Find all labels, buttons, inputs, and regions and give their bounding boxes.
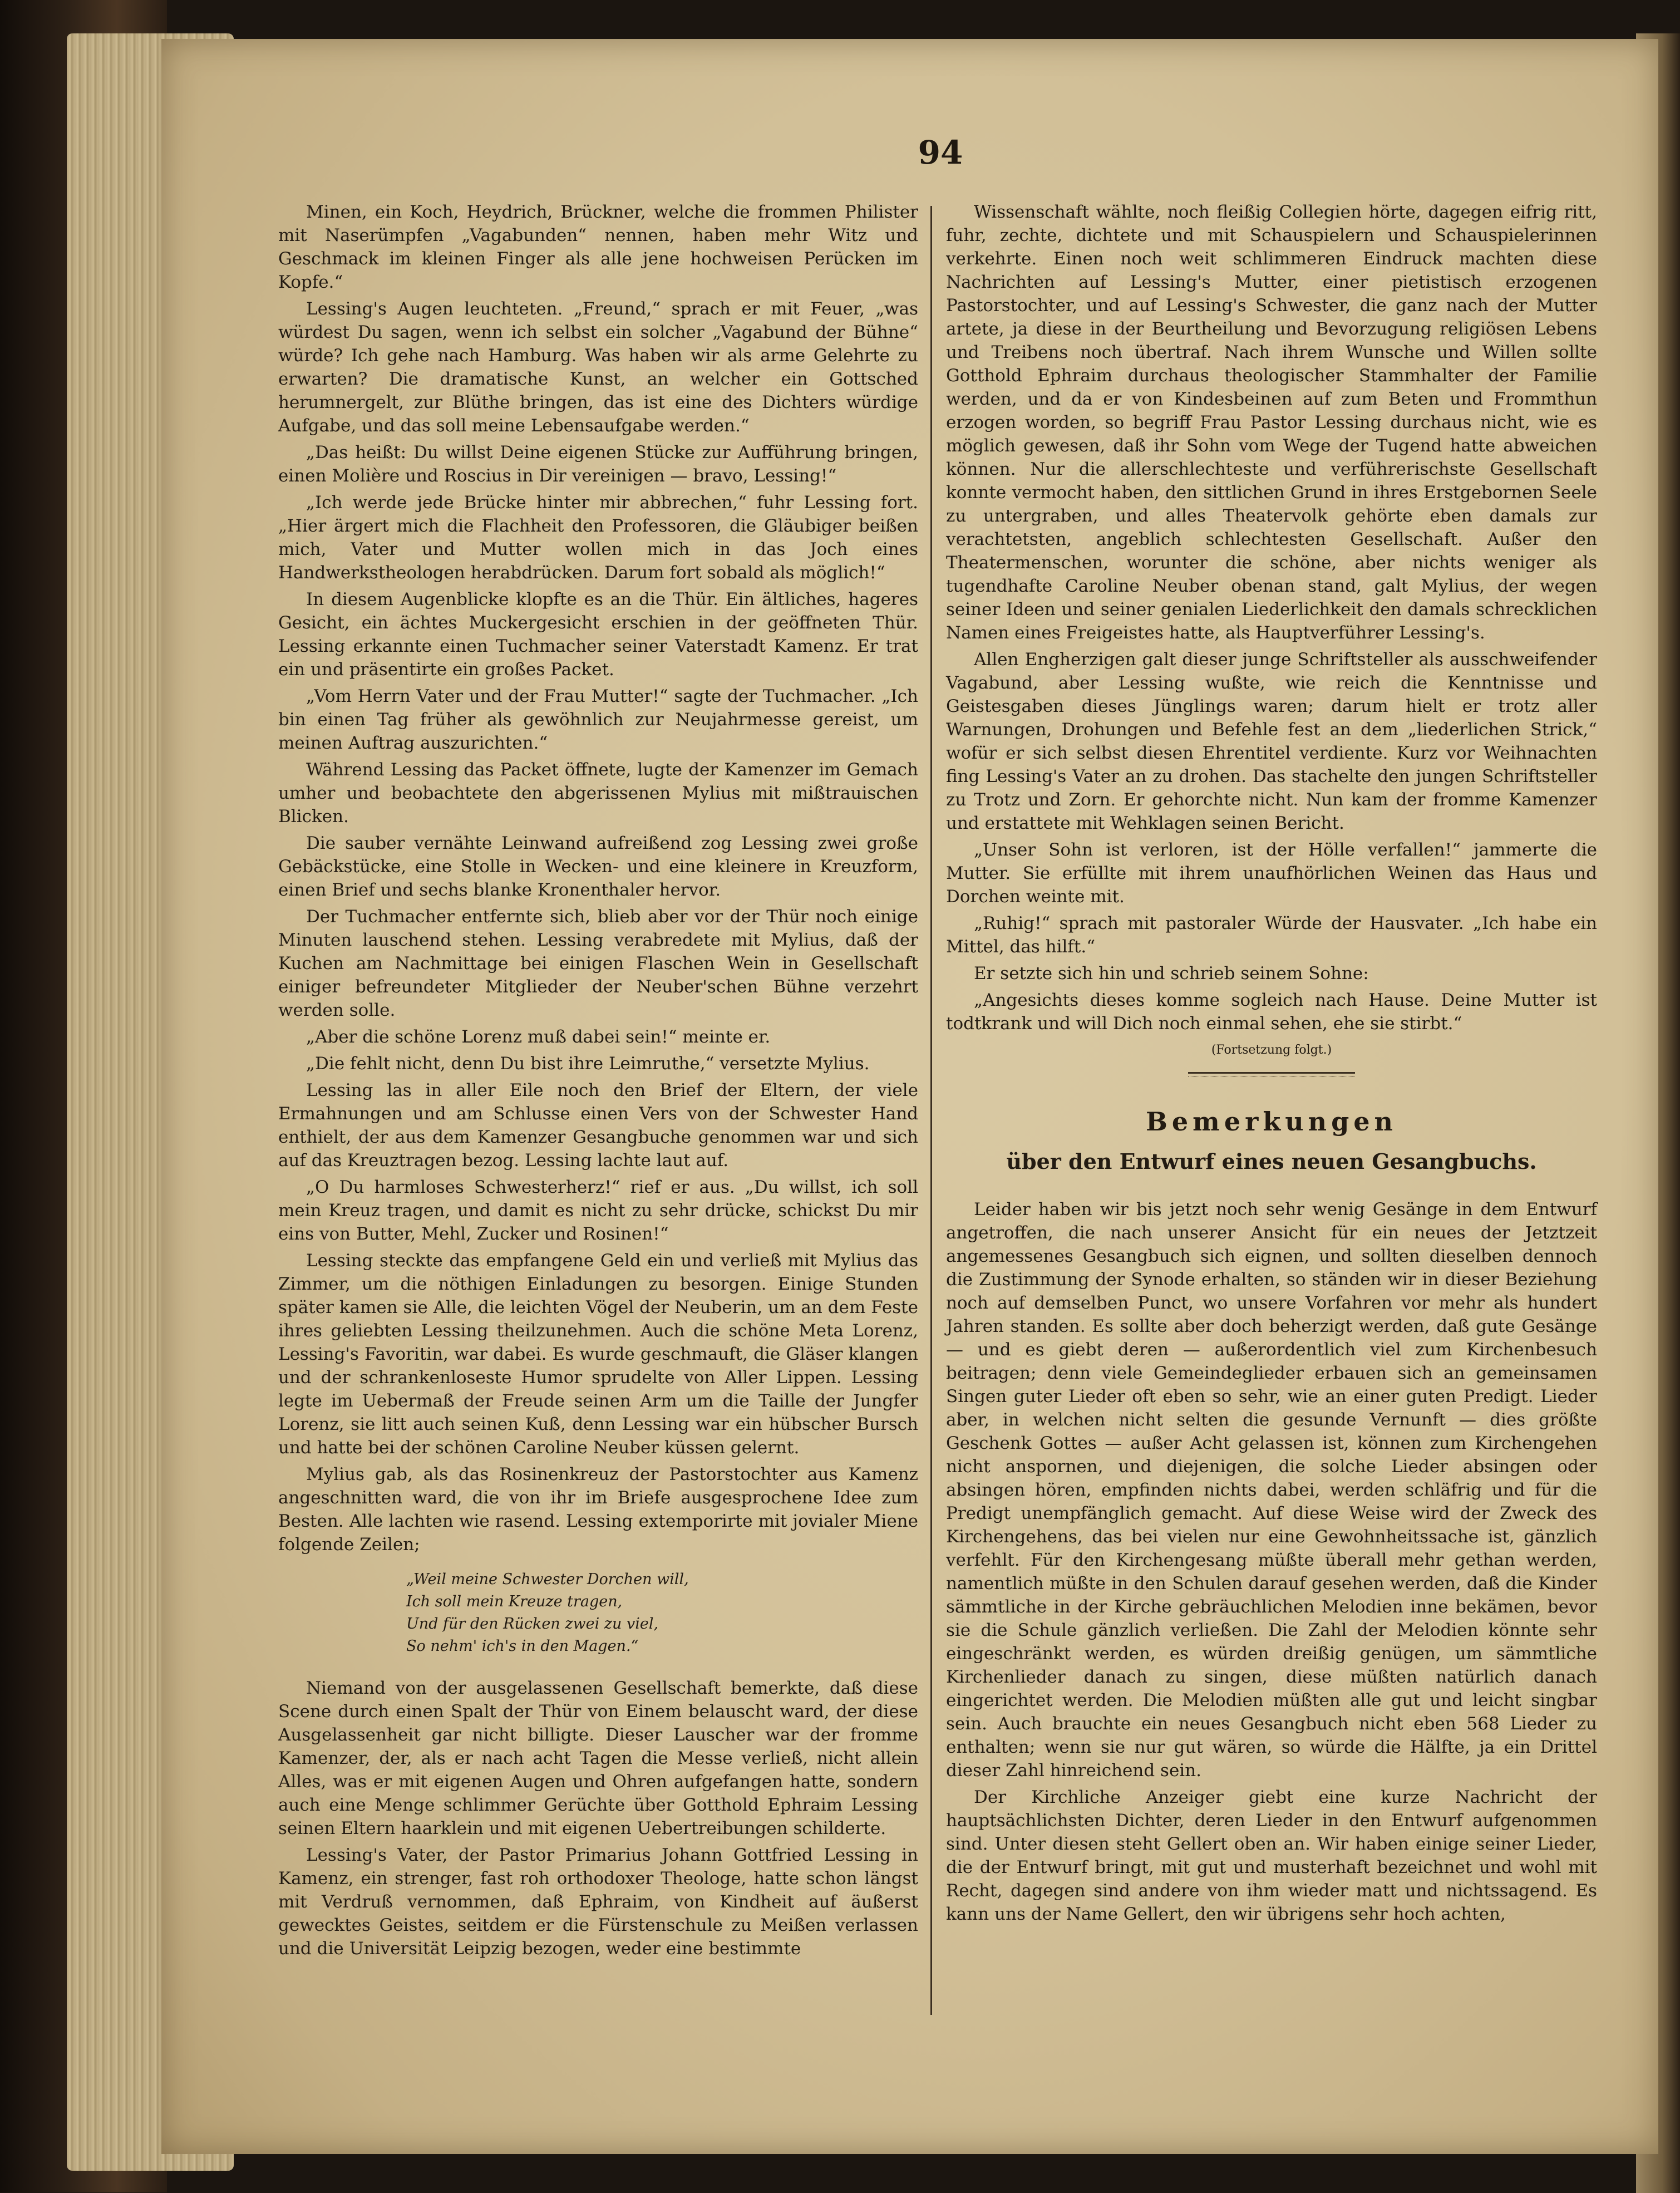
paragraph: „Vom Herrn Vater und der Frau Mutter!“ sagte der Tuchmacher. „Ich bin einen Tag früher als gewöhnlich zur Neujahrmesse gereist, um meinen Auftrag auszurichten.“ (278, 686, 918, 753)
section-title: Bemerkungen (1146, 1107, 1397, 1137)
paragraph: Minen, ein Koch, Heydrich, Brückner, welche die frommen Philister mit Naserümpfen „Vagabunden“ nennen, haben mehr Witz und Geschmack im kleinen Finger als alle jene hochweisen Perücken im Kopfe.“ (278, 202, 918, 292)
paragraph: Die sauber vernähte Leinwand aufreißend zog Lessing zwei große Gebäckstücke, eine Stolle in Wecken- und eine kleinere in Kreuzform, einen Brief und sechs blanke Kronenthaler hervor. (278, 833, 918, 900)
right-column (946, 200, 1597, 1929)
column-divider (930, 206, 932, 2015)
paragraph: „Die fehlt nicht, denn Du bist ihre Leimruthe,“ versetzte Mylius. (306, 1054, 870, 1074)
poem-line: So nehm' ich's in den Magen.“ (406, 1638, 639, 1655)
paragraph: „O Du harmloses Schwesterherz!“ rief er aus. „Du willst, ich soll mein Kreuz tragen, und damit es nicht zu sehr drücke, schickst Du mir eins von Butter, Mehl, Zucker und Rosinen!“ (278, 1177, 918, 1244)
paragraph: Mylius gab, als das Rosinenkreuz der Pastorstochter aus Kamenz angeschnitten ward, die von ihr im Briefe ausgesprochene Idee zum Besten. Alle lachten wie rasend. Lessing extemporirte mit jovialer Miene folgende Zeilen; (278, 1464, 918, 1555)
paragraph: Lessing's Vater, der Pastor Primarius Johann Gottfried Lessing in Kamenz, ein strenger, fast roh orthodoxer Theologe, hatte schon längst mit Verdruß vernommen, daß Ephraim, von Kindheit auf äußerst gewecktes Geistes, seitdem er die Fürstenschule zu Meißen verlassen und die Universität Leipzig bezogen, weder eine bestimmte (278, 1845, 918, 1959)
paragraph: „Unser Sohn ist verloren, ist der Hölle verfallen!“ jammerte die Mutter. Sie erfüllte mit ihrem unaufhörlichen Weinen das Haus und Dorchen weinte mit. (946, 840, 1597, 907)
paragraph: Er setzte sich hin und schrieb seinem Sohne: (974, 963, 1369, 984)
left-column (278, 200, 918, 1964)
paragraph: Der Tuchmacher entfernte sich, blieb aber vor der Thür noch einige Minuten lauschend stehen. Lessing verabredete mit Mylius, daß der Kuchen am Nachmittage bei einigen Flaschen Wein in Gesellschaft einiger befreundeter Mitglieder der Neuber'schen Bühne verzehrt werden solle. (278, 907, 918, 1020)
paragraph: Während Lessing das Packet öffnete, lugte der Kamenzer im Gemach umher und beobachtete den abgerissenen Mylius mit mißtrauischen Blicken. (278, 760, 918, 827)
page-number: 94 (918, 134, 963, 171)
poem (406, 1568, 918, 1658)
poem-line: Und für den Rücken zwei zu viel, (406, 1615, 659, 1633)
paragraph: Leider haben wir bis jetzt noch sehr wenig Gesänge in dem Entwurf angetroffen, die nach unserer Ansicht für ein neues der Jetztzeit angemessenes Gesangbuch sich eignen, und sollten dieselben dennoch die Zustimmung der Synode erhalten, so ständen wir in dieser Beziehung noch auf demselben Punct, wo unsere Vorfahren vor mehr als hundert Jahren standen. Es sollte aber doch beherzigt werden, daß gute Gesänge — und es giebt deren — außerordentlich viel zum Kirchenbesuch beitragen; denn viele Gemeindeglieder erbauen sich an gemeinsamen Singen guter Lieder oft eben so sehr, wie an einer guten Predigt. Lieder aber, in welchen nicht selten die gesunde Vernunft — dies größte Geschenk Gottes — außer Acht gelassen ist, können zum Kirchengehen nicht anspornen, und diejenigen, die solche Lieder absingen oder absingen hören, empfinden nichts dabei, werden schläfrig und für die Predigt unempfänglich gemacht. Auf diese Weise wird der Zweck des Kirchengehens, das bei vielen nur eine Gewohnheitssache ist, gänzlich verfehlt. Für den Kirchengesang müßte überall mehr gethan werden, namentlich müßte in den Schulen darauf gesehen werden, daß die Kinder sämmtliche in der Kirche gebräuchlichen Melodien inne bekämen, bevor sie die Schule gänzlich verließen. Die Zahl der Melodien könnte sehr eingeschränkt werden, es würden dreißig genügen, um sämmtliche Kirchenlieder danach zu singen, diese müßten natürlich danach eingerichtet werden. Die Melodien müßten alle gut und leicht singbar sein. Auch brauchte ein neues Gesangbuch nicht eben 568 Lieder zu enthalten; wenn sie nur gut wären, so würde die Hälfte, ja ein Drittel dieser Zahl hinreichend sein. (946, 1199, 1597, 1781)
paragraph: „Aber die schöne Lorenz muß dabei sein!“ meinte er. (306, 1027, 771, 1047)
poem-line: „Weil meine Schwester Dorchen will, (406, 1571, 689, 1588)
paragraph: Lessing las in aller Eile noch den Brief der Eltern, der viele Ermahnungen und am Schlusse einen Vers von der Schwester Hand enthielt, der aus dem Kamenzer Gesangbuche genommen war und sich auf das Kreuztragen bezog. Lessing lachte laut auf. (278, 1080, 918, 1171)
paragraph: Niemand von der ausgelassenen Gesellschaft bemerkte, daß diese Scene durch einen Spalt der Thür von Einem belauscht ward, der diese Ausgelassenheit gar nicht billigte. Dieser Lauscher war der fromme Kamenzer, der, als er nach acht Tagen die Messe verließ, nicht allein Alles, was er mit eigenen Augen und Ohren aufgefangen hatte, sondern auch eine Menge schlimmer Gerüchte über Gotthold Ephraim Lessing seinen Eltern haarklein und mit eigenen Uebertreibungen schilderte. (278, 1678, 918, 1838)
continued-note: (Fortsetzung folgt.) (1211, 1043, 1332, 1057)
paragraph: In diesem Augenblicke klopfte es an die Thür. Ein ältliches, hageres Gesicht, ein ächtes Muckergesicht erschien in der geöffneten Thür. Lessing erkannte einen Tuchmacher seiner Vaterstadt Kamenz. Er trat ein und präsentirte ein großes Packet. (278, 589, 918, 680)
paragraph: „Das heißt: Du willst Deine eigenen Stücke zur Aufführung bringen, einen Molière und Roscius in Dir vereinigen — bravo, Lessing!“ (278, 442, 918, 486)
paragraph: Lessing's Augen leuchteten. „Freund,“ sprach er mit Feuer, „was würdest Du sagen, wenn ich selbst ein solcher „Vagabund der Bühne“ würde? Ich gehe nach Hamburg. Was haben wir als arme Gelehrte zu erwarten? Die dramatische Kunst, an welcher ein Gottsched herumnergelt, zur Blüthe bringen, das ist eine des Dichters würdige Aufgabe, und das soll meine Lebensaufgabe werden.“ (278, 299, 918, 436)
paragraph: Lessing steckte das empfangene Geld ein und verließ mit Mylius das Zimmer, um die nöthigen Einladungen zu besorgen. Einige Stunden später kamen sie Alle, die leichten Vögel der Neuberin, um an dem Feste ihres geliebten Lessing theilzunehmen. Auch die schöne Meta Lorenz, Lessing's Favoritin, war dabei. Es wurde geschmauft, die Gläser klangen und der schrankenloseste Humor sprudelte von Aller Lippen. Lessing legte im Uebermaß der Freude seinen Arm um die Taille der Jungfer Lorenz, sie litt auch seinen Kuß, denn Lessing war ein hübscher Bursch und hatte bei der schönen Caroline Neuber küssen gelernt. (278, 1251, 918, 1458)
paragraph: Der Kirchliche Anzeiger giebt eine kurze Nachricht der hauptsächlichsten Dichter, deren Lieder in den Entwurf aufgenommen sind. Unter diesen steht Gellert oben an. Wir haben einige seiner Lieder, die der Entwurf bringt, mit gut und musterhaft bezeichnet und wohl mit Recht, dagegen sind andere von ihm wieder matt und nichtssagend. Es kann uns der Name Gellert, den wir übrigens sehr hoch achten, (946, 1787, 1597, 1924)
paragraph: „Angesichts dieses komme sogleich nach Hause. Deine Mutter ist todtkrank und will Dich noch einmal sehen, ehe sie stirbt.“ (946, 990, 1597, 1034)
paragraph: „Ich werde jede Brücke hinter mir abbrechen,“ fuhr Lessing fort. „Hier ärgert mich die Flachheit den Professoren, die Gläubiger beißen mich, Vater und Mutter wollen mich in das Joch eines Handwerkstheologen herabdrücken. Darum fort sobald als möglich!“ (278, 493, 918, 583)
paragraph: „Ruhig!“ sprach mit pastoraler Würde der Hausvater. „Ich habe ein Mittel, das hilft.“ (946, 913, 1597, 957)
section-rule (1188, 1072, 1355, 1076)
paragraph: Allen Engherzigen galt dieser junge Schriftsteller als ausschweifender Vagabund, aber Lessing wußte, wie reich die Kenntnisse und Geistesgaben dieses Jünglings waren; darum hielt er trotz aller Warnungen, Drohungen und Befehle fest an dem „liederlichen Strick,“ wofür er sich selbst diesen Ehrentitel verdiente. Kurz vor Weihnachten fing Lessing's Vater an zu drohen. Das stachelte den jungen Schriftsteller zu Trotz und Zorn. Er gehorchte nicht. Nun kam der fromme Kamenzer und erstattete mit Wehklagen seinen Bericht. (946, 650, 1597, 833)
paragraph: Wissenschaft wählte, noch fleißig Collegien hörte, dagegen eifrig ritt, fuhr, zechte, dichtete und mit Schauspielern und Schauspielerinnen verkehrte. Einen noch weit schlimmeren Eindruck machten diese Nachrichten auf Lessing's Mutter, einer pietistisch erzogenen Pastorstochter, und auf Lessing's Schwester, die ganz nach der Mutter artete, ja diese in der Beurtheilung und Bevorzugung religiösen Lebens und Treibens noch übertraf. Nach ihrem Wunsche und Willen sollte Gotthold Ephraim durchaus theologischer Stammhalter der Familie werden, und da er von Kindesbeinen auf zum Beten und Frommthun erzogen worden, so begriff Frau Pastor Lessing durchaus nicht, wie es möglich gewesen, daß ihr Sohn vom Wege der Tugend hatte abweichen können. Nur die allerschlechteste und verführerischste Gesellschaft konnte vermocht haben, den sittlichen Grund in ihres Erstgebornen Seele zu untergraben, und alles Theatervolk gehörte eben damals zur verachtetsten, angeblich schlechtesten Gesellschaft. Außer den Theatermenschen, worunter die schöne, aber nichts weniger als tugendhafte Caroline Neuber obenan stand, galt Mylius, der wegen seiner Ideen und seiner genialen Liederlichkeit den damals schrecklichen Namen eines Freigeistes hatte, als Hauptverführer Lessing's. (946, 202, 1597, 643)
section-subtitle: über den Entwurf eines neuen Gesangbuchs. (1006, 1149, 1537, 1174)
poem-line: Ich soll mein Kreuze tragen, (406, 1593, 623, 1610)
